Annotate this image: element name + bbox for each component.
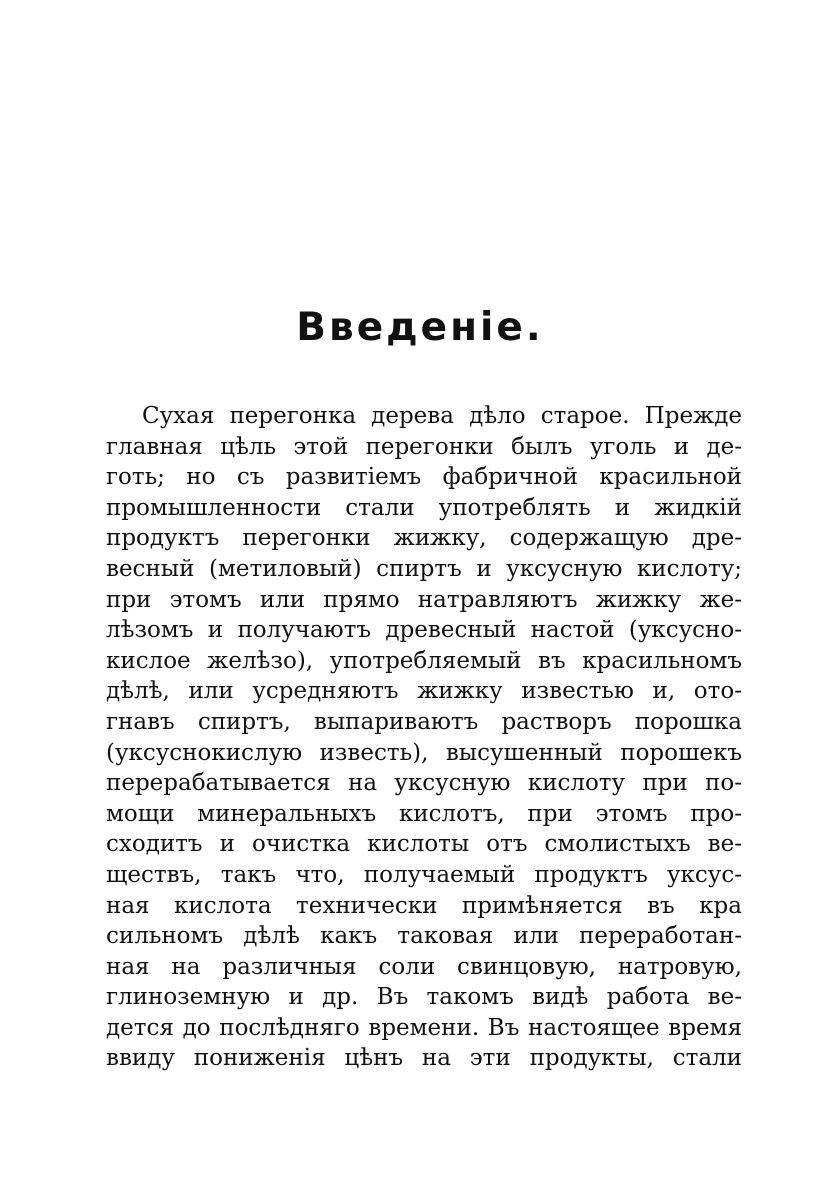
text-line: главная цѣль этой перегонки былъ уголь и де- [106, 433, 742, 460]
text-line: дѣлѣ, или усредняютъ жижку известью и, ото- [106, 678, 742, 705]
text-line: промышленности стали употреблять и жидкій [106, 494, 742, 521]
text-line: мощи минеральныхъ кислотъ, при этомъ про- [106, 800, 742, 827]
text-line: лѣзомъ и получаютъ древесный настой (уксусно- [106, 617, 742, 644]
text-line: перерабатывается на уксусную кислоту при по- [106, 770, 742, 797]
text-line: Сухая перегонка дерева дѣло старое. Прежде [142, 403, 742, 429]
text-line: весный (метиловый) спиртъ и уксусную кислоту; [106, 555, 742, 582]
text-line: сильномъ дѣлѣ какъ таковая или переработан- [106, 923, 742, 950]
text-line: глиноземную и др. Въ такомъ видѣ работа ве- [106, 984, 742, 1011]
text-line: дется до послѣдняго времени. Въ настоящее время [106, 1014, 742, 1041]
text-line: ная кислота технически примѣняется въ кра [106, 892, 742, 919]
text-line: сходитъ и очистка кислоты отъ смолистыхъ ве- [106, 831, 742, 858]
page-title: Введеніе. [296, 305, 544, 350]
text-line: готь; но съ развитіемъ фабричной красильной [106, 464, 742, 491]
introduction-paragraph [106, 401, 742, 1074]
text-line: ввиду пониженія цѣнъ на эти продукты, стали [106, 1045, 742, 1072]
text-line: ществъ, такъ что, получаемый продуктъ уксус- [106, 861, 742, 888]
text-line: кислое желѣзо), употребляемый въ красильномъ [106, 647, 742, 674]
text-line: продуктъ перегонки жижку, содержащую дре- [106, 525, 742, 552]
text-line: ная на различныя соли свинцовую, натровую, [106, 953, 742, 980]
text-line: при этомъ или прямо натравляютъ жижку же- [106, 586, 742, 613]
text-line: гнавъ спиртъ, выпариваютъ растворъ порошка [106, 708, 742, 735]
text-line: (уксуснокислую известь), высушенный порошекъ [106, 739, 742, 766]
